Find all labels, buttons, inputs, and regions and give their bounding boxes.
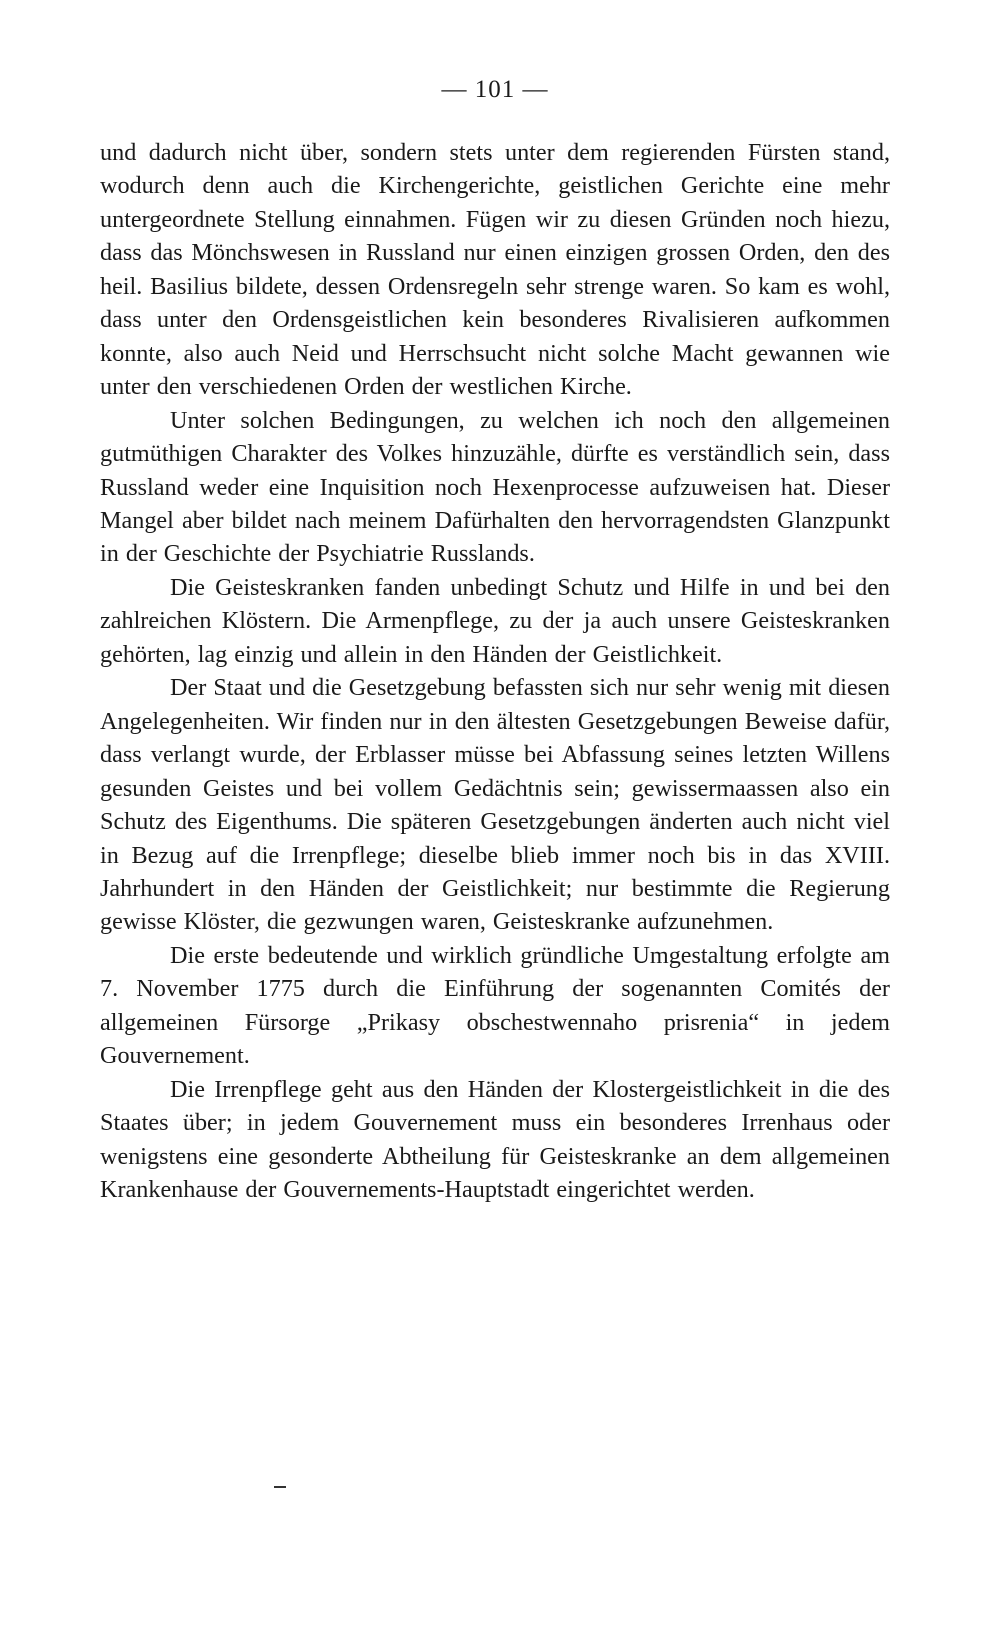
paragraph: Der Staat und die Gesetzgebung befassten sich nur sehr wenig mit diesen Angelegenheiten. Wir finden nur in den ältesten Gesetzgebungen Beweise dafür, dass verlangt wurde, der Erblasser müsse bei Abfassung seines letzten Willens gesunden Geistes und bei vollem Gedächtnis sein; gewissermaassen also ein Schutz des Eigenthums. Die späteren Gesetzgebungen änderten auch nicht viel in Bezug auf die Irrenpflege; dieselbe blieb immer noch bis in das XVIII. Jahrhundert in den Händen der Geistlichkeit; nur bestimmte die Regierung gewisse Klöster, die gezwungen waren, Geisteskranke aufzunehmen. — [100, 674, 890, 936]
body-text — [100, 136, 890, 1207]
page-number: — 101 — — [441, 76, 549, 103]
paragraph: Die Irrenpflege geht aus den Händen der Klostergeistlichkeit in die des Staates über; in jedem Gouvernement muss ein besonderes Irrenhaus oder wenigstens eine gesonderte Abtheilung für Geisteskranke an dem allgemeinen Krankenhause der Gouvernements-Hauptstadt eingerichtet werden. — [100, 1075, 890, 1204]
paragraph: Die erste bedeutende und wirklich gründliche Umgestaltung erfolgte am 7. November 1775 durch die Einführung der sogenannten Comités der allgemeinen Fürsorge „Prikasy obschestwennaho prisrenia“ in jedem Gouvernement. — [100, 941, 890, 1070]
footer-dash-mark — [274, 1486, 286, 1488]
paragraph: Unter solchen Bedingungen, zu welchen ich noch den allgemeinen gutmüthigen Charakter des Volkes hinzuzähle, dürfte es verständlich sein, dass Russland weder eine Inquisition noch Hexenprocesse aufzuweisen hat. Dieser Mangel aber bildet nach meinem Dafürhalten den hervorragendsten Glanzpunkt in der Geschichte der Psychiatrie Russlands. — [100, 406, 890, 568]
paragraph-continuation: und dadurch nicht über, sondern stets unter dem regierenden Fürsten stand, wodurch denn auch die Kirchengerichte, geistlichen Gerichte eine mehr untergeordnete Stellung einnahmen. Fügen wir zu diesen Gründen noch hiezu, dass das Mönchswesen in Russland nur einen einzigen grossen Orden, den des heil. Basilius bildete, dessen Ordensregeln sehr strenge waren. So kam es wohl, dass unter den Ordensgeistlichen kein besonderes Rivalisieren aufkommen konnte, also auch Neid und Herrschsucht nicht solche Macht gewannen wie unter den verschiedenen Orden der westlichen Kirche. — [100, 139, 890, 401]
document-page — [100, 0, 890, 1642]
paragraph: Die Geisteskranken fanden unbedingt Schutz und Hilfe in und bei den zahlreichen Klöstern. Die Armenpflege, zu der ja auch unsere Geisteskranken gehörten, lag einzig und allein in den Händen der Geistlichkeit. — [100, 573, 890, 668]
